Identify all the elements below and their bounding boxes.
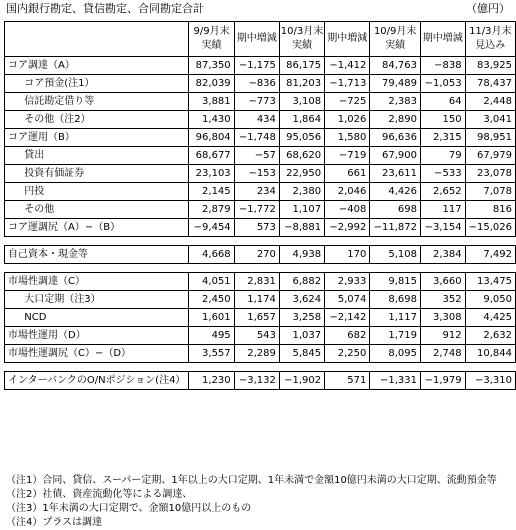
section-gap-cell bbox=[5, 264, 516, 273]
cell-value: 1,117 bbox=[370, 309, 421, 327]
cell-value: 2,380 bbox=[279, 183, 324, 201]
cell-value: 1,430 bbox=[189, 111, 234, 129]
cell-value: 1,230 bbox=[189, 372, 234, 390]
cell-value: 2,632 bbox=[465, 327, 515, 345]
cell-value: 7,078 bbox=[465, 183, 515, 201]
column-header bbox=[465, 22, 515, 57]
cell-value: 2,448 bbox=[465, 93, 515, 111]
row-label: 市場性運調尻（C）−（D） bbox=[5, 345, 189, 363]
cell-value: 84,763 bbox=[370, 57, 421, 75]
cell-value: 2,145 bbox=[189, 183, 234, 201]
cell-value: 67,979 bbox=[465, 147, 515, 165]
cell-value: −57 bbox=[234, 147, 279, 165]
table-row bbox=[5, 75, 516, 93]
cell-value: 3,258 bbox=[279, 309, 324, 327]
section-gap bbox=[5, 237, 516, 246]
cell-value: 2,890 bbox=[370, 111, 421, 129]
cell-value: −3,132 bbox=[234, 372, 279, 390]
cell-value: 352 bbox=[420, 291, 465, 309]
table-row bbox=[5, 291, 516, 309]
cell-value: −1,772 bbox=[234, 201, 279, 219]
cell-value: −408 bbox=[325, 201, 370, 219]
cell-value: 3,624 bbox=[279, 291, 324, 309]
cell-value: 698 bbox=[370, 201, 421, 219]
row-label: NCD bbox=[21, 309, 189, 327]
cell-value: −2,992 bbox=[325, 219, 370, 237]
cell-value: 5,108 bbox=[370, 246, 421, 264]
cell-value: 661 bbox=[325, 165, 370, 183]
cell-value: 1,026 bbox=[325, 111, 370, 129]
column-header-line: 期中増減 bbox=[236, 33, 277, 44]
cell-value: 10,844 bbox=[465, 345, 515, 363]
cell-value: 9,815 bbox=[370, 273, 421, 291]
cell-value: −838 bbox=[420, 57, 465, 75]
cell-value: 81,203 bbox=[279, 75, 324, 93]
column-header-line: 10/3月末 bbox=[280, 26, 324, 37]
cell-value: −725 bbox=[325, 93, 370, 111]
cell-value: 1,174 bbox=[234, 291, 279, 309]
cell-value: 86,175 bbox=[279, 57, 324, 75]
cell-value: 495 bbox=[189, 327, 234, 345]
table-row bbox=[5, 183, 516, 201]
row-indent bbox=[5, 183, 22, 201]
cell-value: 1,037 bbox=[279, 327, 324, 345]
cell-value: 434 bbox=[234, 111, 279, 129]
cell-value: 82,039 bbox=[189, 75, 234, 93]
column-header bbox=[234, 22, 279, 57]
table-row bbox=[5, 57, 516, 75]
column-header bbox=[370, 22, 421, 57]
row-label: インターバンクのO/Nポジション(注4） bbox=[5, 372, 189, 390]
cell-value: 23,078 bbox=[465, 165, 515, 183]
cell-value: −2,142 bbox=[325, 309, 370, 327]
table-row bbox=[5, 273, 516, 291]
row-indent bbox=[5, 111, 22, 129]
section-gap-cell bbox=[5, 237, 516, 246]
row-label: 市場性運用（D） bbox=[5, 327, 189, 345]
cell-value: −719 bbox=[325, 147, 370, 165]
table-title: 国内銀行勘定、貸信勘定、合同勘定合計 bbox=[6, 2, 204, 15]
cell-value: 150 bbox=[420, 111, 465, 129]
cell-value: −836 bbox=[234, 75, 279, 93]
financial-table-container bbox=[4, 21, 516, 390]
unit-label: （億円） bbox=[466, 2, 510, 15]
cell-value: −1,748 bbox=[234, 129, 279, 147]
table-row bbox=[5, 129, 516, 147]
table-row bbox=[5, 309, 516, 327]
cell-value: 3,041 bbox=[465, 111, 515, 129]
cell-value: −3,154 bbox=[420, 219, 465, 237]
row-indent bbox=[5, 75, 22, 93]
cell-value: 79,489 bbox=[370, 75, 421, 93]
cell-value: 67,900 bbox=[370, 147, 421, 165]
cell-value: 2,383 bbox=[370, 93, 421, 111]
cell-value: 87,350 bbox=[189, 57, 234, 75]
column-header-line: 11/3月末 bbox=[469, 26, 512, 37]
column-header-line: 期中増減 bbox=[422, 33, 463, 44]
header-row bbox=[5, 22, 516, 57]
section-gap-cell bbox=[5, 363, 516, 372]
row-label: 円投 bbox=[21, 183, 189, 201]
cell-value: 3,557 bbox=[189, 345, 234, 363]
cell-value: 3,308 bbox=[420, 309, 465, 327]
cell-value: 6,882 bbox=[279, 273, 324, 291]
footnotes bbox=[6, 474, 497, 530]
row-label: コア預金(注1） bbox=[21, 75, 189, 93]
row-indent bbox=[5, 309, 22, 327]
cell-value: 78,437 bbox=[465, 75, 515, 93]
cell-value: 22,950 bbox=[279, 165, 324, 183]
footnote: （注2）社債、資産流動化等による調達、 bbox=[6, 489, 193, 500]
cell-value: 2,384 bbox=[420, 246, 465, 264]
row-indent bbox=[5, 165, 22, 183]
row-label: 自己資本・現金等 bbox=[5, 246, 189, 264]
cell-value: −11,872 bbox=[370, 219, 421, 237]
column-header-line: 見込み bbox=[475, 40, 506, 51]
cell-value: 682 bbox=[325, 327, 370, 345]
cell-value: 234 bbox=[234, 183, 279, 201]
cell-value: 117 bbox=[420, 201, 465, 219]
row-indent bbox=[5, 93, 22, 111]
cell-value: −773 bbox=[234, 93, 279, 111]
column-header-line: 10/9月末 bbox=[373, 26, 417, 37]
cell-value: 1,601 bbox=[189, 309, 234, 327]
table-row bbox=[5, 111, 516, 129]
cell-value: 2,250 bbox=[325, 345, 370, 363]
column-header-line: 実績 bbox=[385, 40, 406, 51]
table-row bbox=[5, 372, 516, 390]
cell-value: 8,698 bbox=[370, 291, 421, 309]
row-indent bbox=[5, 201, 22, 219]
row-label: 大口定期（注3） bbox=[21, 291, 189, 309]
header-corner bbox=[5, 22, 189, 57]
footnote: （注1）合同、貸信、スーパー定期、1年以上の大口定期、1年未満で金額10億円未満の大口定期、流動預金等 bbox=[6, 475, 497, 486]
cell-value: 96,804 bbox=[189, 129, 234, 147]
cell-value: 2,933 bbox=[325, 273, 370, 291]
cell-value: 4,938 bbox=[279, 246, 324, 264]
cell-value: 2,879 bbox=[189, 201, 234, 219]
cell-value: 3,660 bbox=[420, 273, 465, 291]
cell-value: −1,713 bbox=[325, 75, 370, 93]
table-row bbox=[5, 201, 516, 219]
cell-value: −1,175 bbox=[234, 57, 279, 75]
column-header-line: 9/9月末 bbox=[193, 26, 230, 37]
cell-value: 64 bbox=[420, 93, 465, 111]
cell-value: 13,475 bbox=[465, 273, 515, 291]
cell-value: 270 bbox=[234, 246, 279, 264]
cell-value: 5,074 bbox=[325, 291, 370, 309]
table-row bbox=[5, 327, 516, 345]
row-label: コア運用（B） bbox=[5, 129, 189, 147]
row-label: 貸出 bbox=[21, 147, 189, 165]
cell-value: 2,315 bbox=[420, 129, 465, 147]
cell-value: 543 bbox=[234, 327, 279, 345]
footnote: （注3）1年未満の大口定期で、金額10億円以上のもの bbox=[6, 503, 252, 514]
cell-value: 68,677 bbox=[189, 147, 234, 165]
cell-value: −9,454 bbox=[189, 219, 234, 237]
cell-value: 2,046 bbox=[325, 183, 370, 201]
column-header bbox=[420, 22, 465, 57]
cell-value: 9,050 bbox=[465, 291, 515, 309]
row-label: その他（注2） bbox=[21, 111, 189, 129]
row-label: 投資有価証券 bbox=[21, 165, 189, 183]
cell-value: 83,925 bbox=[465, 57, 515, 75]
cell-value: −1,412 bbox=[325, 57, 370, 75]
cell-value: 8,095 bbox=[370, 345, 421, 363]
cell-value: 2,289 bbox=[234, 345, 279, 363]
section-gap bbox=[5, 363, 516, 372]
column-header-line: 実績 bbox=[201, 40, 222, 51]
column-header bbox=[189, 22, 234, 57]
cell-value: 95,056 bbox=[279, 129, 324, 147]
table-row bbox=[5, 147, 516, 165]
cell-value: −1,979 bbox=[420, 372, 465, 390]
column-header bbox=[325, 22, 370, 57]
row-label: 市場性調達（C） bbox=[5, 273, 189, 291]
cell-value: 816 bbox=[465, 201, 515, 219]
row-label: その他 bbox=[21, 201, 189, 219]
table-row bbox=[5, 219, 516, 237]
footnote: （注4）プラスは調達 bbox=[6, 517, 103, 528]
cell-value: 170 bbox=[325, 246, 370, 264]
cell-value: −1,331 bbox=[370, 372, 421, 390]
cell-value: 79 bbox=[420, 147, 465, 165]
cell-value: 3,881 bbox=[189, 93, 234, 111]
cell-value: 1,657 bbox=[234, 309, 279, 327]
column-header bbox=[279, 22, 324, 57]
section-gap bbox=[5, 264, 516, 273]
financial-table bbox=[4, 21, 516, 390]
row-label: 信託勘定借り等 bbox=[21, 93, 189, 111]
cell-value: −15,026 bbox=[465, 219, 515, 237]
column-header-line: 実績 bbox=[292, 40, 313, 51]
cell-value: 4,051 bbox=[189, 273, 234, 291]
cell-value: 1,719 bbox=[370, 327, 421, 345]
cell-value: 4,426 bbox=[370, 183, 421, 201]
cell-value: 573 bbox=[234, 219, 279, 237]
cell-value: 4,425 bbox=[465, 309, 515, 327]
cell-value: −533 bbox=[420, 165, 465, 183]
row-label: コア調達（A） bbox=[5, 57, 189, 75]
column-header-line: 期中増減 bbox=[327, 33, 368, 44]
row-indent bbox=[5, 147, 22, 165]
cell-value: 4,668 bbox=[189, 246, 234, 264]
row-indent bbox=[5, 291, 22, 309]
cell-value: 68,620 bbox=[279, 147, 324, 165]
table-row bbox=[5, 165, 516, 183]
table-row bbox=[5, 246, 516, 264]
table-row bbox=[5, 93, 516, 111]
cell-value: 2,652 bbox=[420, 183, 465, 201]
row-label: コア運調尻（A）−（B） bbox=[5, 219, 189, 237]
cell-value: 912 bbox=[420, 327, 465, 345]
cell-value: 23,611 bbox=[370, 165, 421, 183]
cell-value: 2,831 bbox=[234, 273, 279, 291]
cell-value: 571 bbox=[325, 372, 370, 390]
cell-value: 98,951 bbox=[465, 129, 515, 147]
cell-value: 3,108 bbox=[279, 93, 324, 111]
cell-value: 7,492 bbox=[465, 246, 515, 264]
cell-value: −8,881 bbox=[279, 219, 324, 237]
cell-value: 2,748 bbox=[420, 345, 465, 363]
cell-value: −1,902 bbox=[279, 372, 324, 390]
cell-value: 23,103 bbox=[189, 165, 234, 183]
cell-value: 1,107 bbox=[279, 201, 324, 219]
table-row bbox=[5, 345, 516, 363]
cell-value: −3,310 bbox=[465, 372, 515, 390]
cell-value: −153 bbox=[234, 165, 279, 183]
cell-value: −1,053 bbox=[420, 75, 465, 93]
cell-value: 1,580 bbox=[325, 129, 370, 147]
cell-value: 1,864 bbox=[279, 111, 324, 129]
cell-value: 96,636 bbox=[370, 129, 421, 147]
cell-value: 5,845 bbox=[279, 345, 324, 363]
cell-value: 2,450 bbox=[189, 291, 234, 309]
